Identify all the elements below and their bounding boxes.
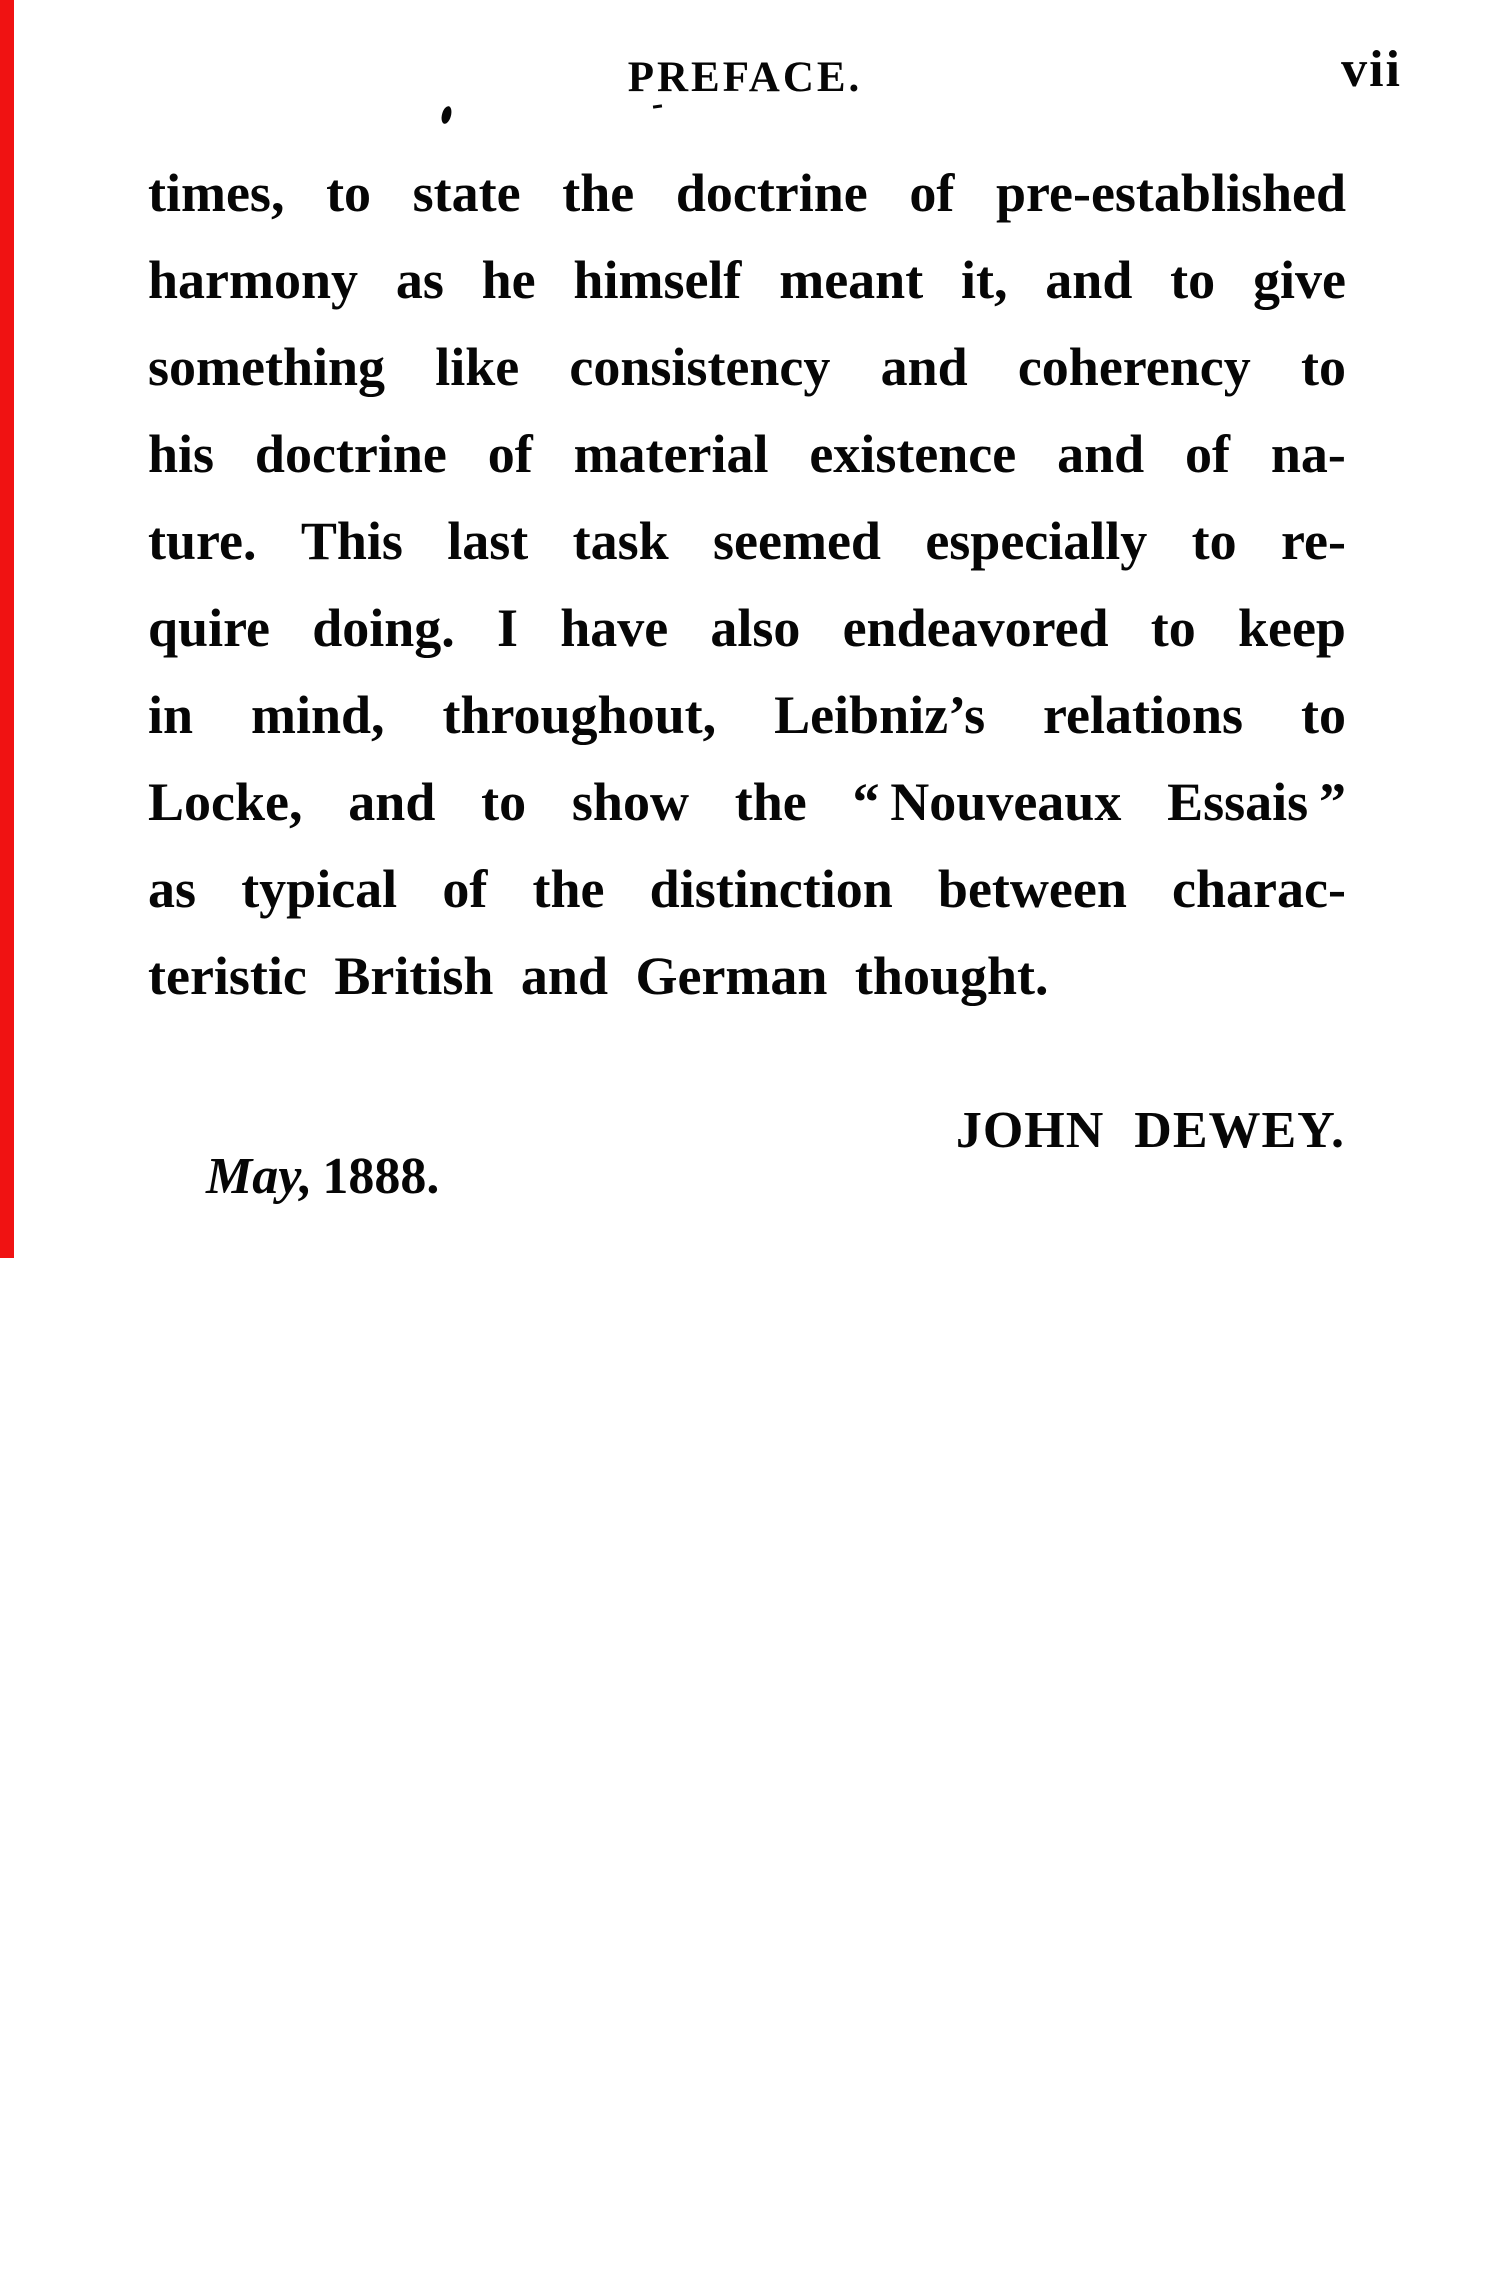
ink-smudge-comma — [440, 105, 453, 125]
text-line: teristic British and German thought. — [148, 946, 1049, 1006]
text-line: as typical of the distinction between charac- — [148, 859, 1346, 919]
text-line: his doctrine of material existence and of na- — [148, 424, 1346, 484]
author-signature: JOHN DEWEY. — [955, 1102, 1345, 1159]
page-title: PREFACE. — [627, 54, 863, 101]
date-year: 1888. — [322, 1148, 440, 1205]
text-line: something like consistency and coherency to — [148, 337, 1346, 397]
date-line — [206, 1146, 439, 1208]
text-line: quire doing. I have also endeavored to keep — [148, 598, 1346, 658]
text-line: ture. This last task seemed especially to re- — [148, 511, 1346, 571]
page-number: vii — [1341, 41, 1402, 98]
text-line: harmony as he himself meant it, and to give — [148, 250, 1346, 310]
body-text — [148, 150, 1346, 1020]
ink-smudge-dash — [653, 104, 662, 108]
text-line: in mind, throughout, Leibniz’s relations to — [148, 685, 1346, 745]
running-head — [0, 56, 1490, 99]
text-line: times, to state the doctrine of pre-established — [148, 163, 1346, 223]
text-line: Locke, and to show the “ Nouveaux Essais ” — [148, 772, 1346, 832]
scan-edge-artifact — [0, 0, 14, 1258]
date-month: May, — [206, 1148, 313, 1205]
